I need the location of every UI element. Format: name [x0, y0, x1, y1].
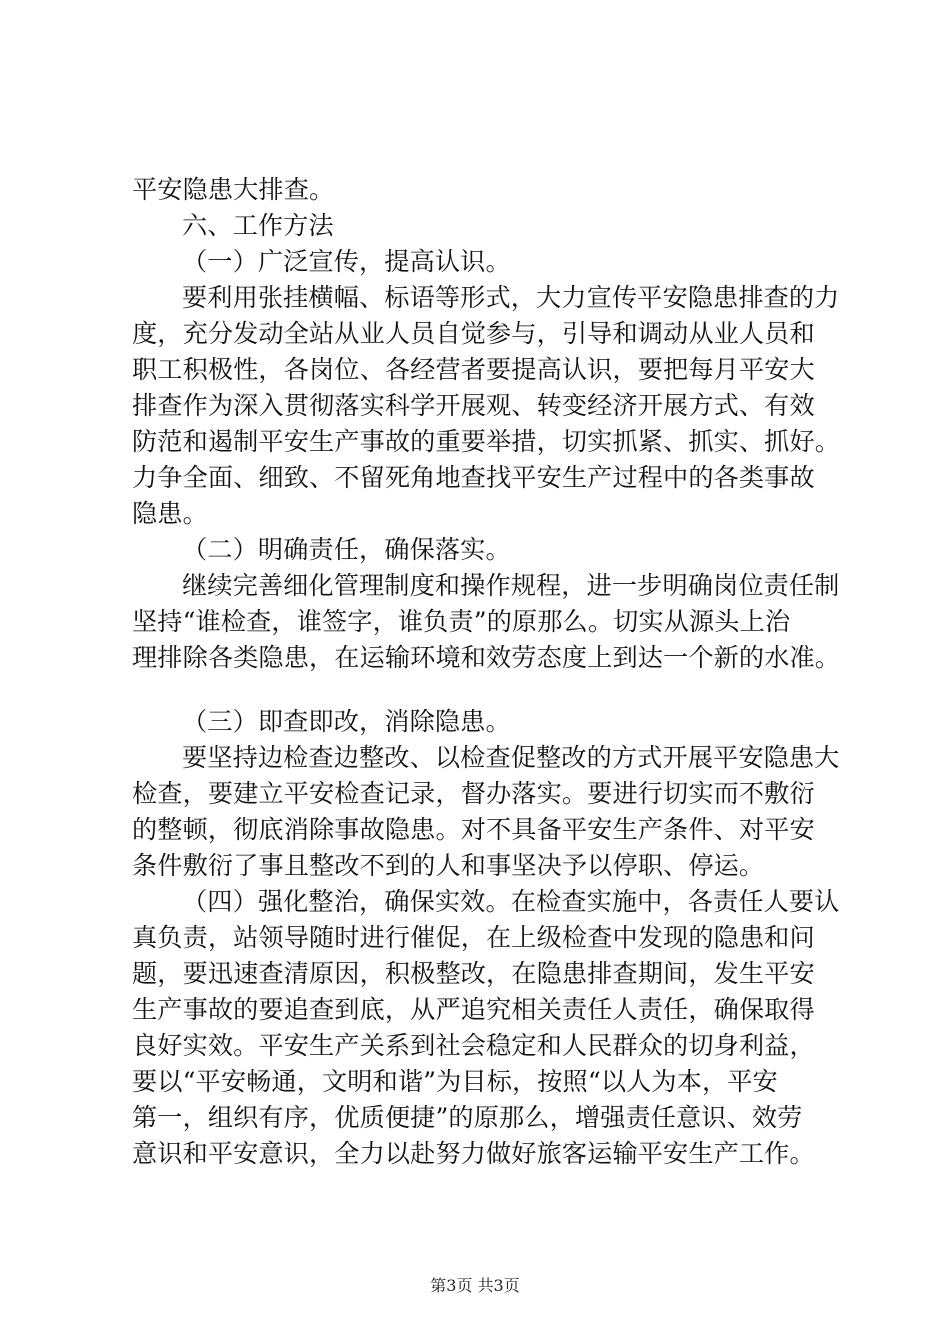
text-line: 要利用张挂横幅、标语等形式，大力宣传平安隐患排查的力: [182, 283, 840, 312]
text-line: 真负责，站领导随时进行催促，在上级检查中发现的隐患和问: [132, 923, 815, 952]
subsection-heading: （三）即查即改，消除隐患。: [182, 707, 511, 736]
text-line: 意识和平安意识，全力以赴努力做好旅客运输平安生产工作。: [132, 1139, 815, 1168]
text-line: 职工积极性，各岗位、各经营者要提高认识，要把每月平安大: [132, 355, 815, 384]
text-line: 的整顿，彻底消除事故隐患。对不具备平安生产条件、对平安: [132, 815, 815, 844]
paragraph-gap: [132, 676, 832, 704]
section-heading: 六、工作方法: [182, 211, 334, 240]
page-number-footer: 第3页 共3页: [430, 1276, 520, 1295]
text-line: 良好实效。平安生产关系到社会稳定和人民群众的切身利益，: [132, 1031, 815, 1060]
text-line: 要坚持边检查边整改、以检查促整改的方式开展平安隐患大: [182, 743, 840, 772]
text-line: 力争全面、细致、不留死角地查找平安生产过程中的各类事故: [132, 463, 815, 492]
text-line: 排查作为深入贯彻落实科学开展观、转变经济开展方式、有效: [132, 391, 815, 420]
text-line: 题，要迅速查清原因，积极整改，在隐患排查期间，发生平安: [132, 959, 815, 988]
text-line: 检查，要建立平安检查记录，督办落实。要进行切实而不敷衍: [132, 779, 815, 808]
text-line: 要以“平安畅通，文明和谐”为目标，按照“以人为本，平安: [132, 1067, 778, 1096]
text-line: 生产事故的要追查到底，从严追究相关责任人责任，确保取得: [132, 995, 815, 1024]
document-body: [132, 172, 841, 1172]
subsection-heading: （一）广泛宣传，提高认识。: [182, 247, 511, 276]
subsection-heading: （二）明确责任，确保落实。: [182, 535, 511, 564]
text-line: 隐患。: [132, 499, 208, 528]
subsection-heading: （四）强化整治，确保实效。在检查实施中，各责任人要认: [182, 887, 840, 916]
text-line: 条件敷衍了事且整改不到的人和事坚决予以停职、停运。: [132, 851, 765, 880]
text-line: 第一，组织有序，优质便捷”的原那么，增强责任意识、效劳: [132, 1103, 803, 1132]
text-line: 理排除各类隐患，在运输环境和效劳态度上到达一个新的水准。: [132, 643, 841, 672]
text-line: 度，充分发动全站从业人员自觉参与，引导和调动从业人员和: [132, 319, 815, 348]
text-line: 坚持“谁检查，谁签字，谁负责”的原那么。切实从源头上治: [132, 607, 791, 636]
text-line: 继续完善细化管理制度和操作规程，进一步明确岗位责任制: [182, 571, 840, 600]
text-line: 防范和遏制平安生产事故的重要举措，切实抓紧、抓实、抓好。: [132, 427, 841, 456]
text-line: 平安隐患大排查。: [132, 175, 335, 204]
